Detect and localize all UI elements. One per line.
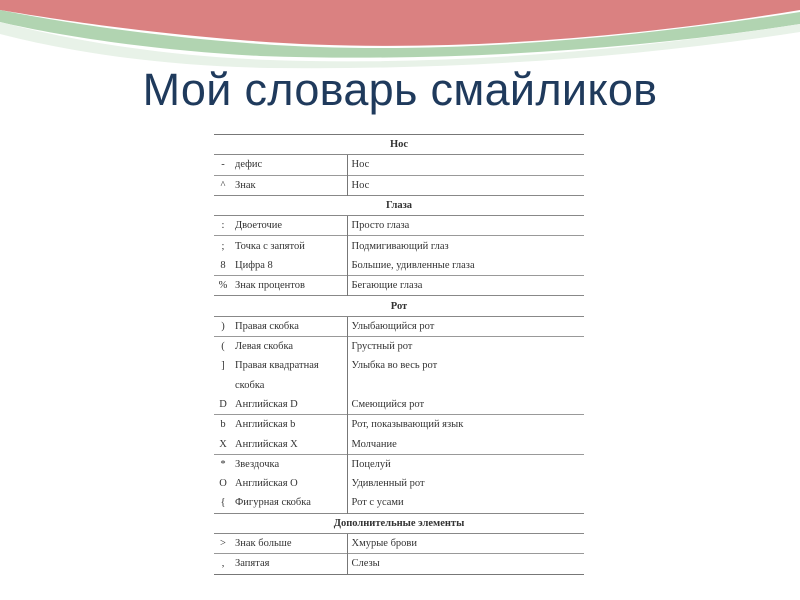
- meaning-cell: Нос: [347, 155, 584, 175]
- meaning-cell: Рот, показывающий язык: [347, 415, 584, 435]
- meaning-cell: Слезы: [347, 554, 584, 574]
- symbol-cell: ;: [214, 236, 232, 256]
- section-header-mouth: [214, 296, 584, 316]
- name-cell: дефис: [235, 159, 263, 171]
- table-row: [214, 316, 584, 336]
- table-row: [214, 236, 584, 256]
- table-row: [214, 216, 584, 236]
- name-cell: Точка с запятой: [232, 236, 347, 256]
- table-row: [214, 276, 584, 296]
- name-cell-continuation: скобка: [235, 379, 265, 391]
- section-heading: Глаза: [214, 195, 584, 215]
- symbol-cell: D: [219, 399, 227, 410]
- name-cell: Запятая: [232, 554, 347, 574]
- table-row: [214, 434, 584, 454]
- section-heading: Нос: [214, 135, 584, 155]
- table-row: [214, 356, 584, 375]
- symbol-cell: -: [221, 159, 225, 171]
- smiley-dictionary-table: [214, 134, 584, 575]
- name-cell: Знак: [232, 175, 347, 195]
- table-row: [214, 533, 584, 553]
- symbol-cell: O: [219, 478, 227, 490]
- meaning-cell: Улыбка во весь рот: [347, 356, 584, 375]
- meaning-cell: Просто глаза: [347, 216, 584, 236]
- meaning-cell: Нос: [347, 175, 584, 195]
- header-wave-decoration: [0, 0, 800, 70]
- section-heading: Рот: [214, 296, 584, 316]
- name-cell: Звездочка: [232, 454, 347, 474]
- name-cell: Английская O: [235, 478, 298, 490]
- section-header-eyes: [214, 195, 584, 215]
- table-row: [214, 474, 584, 493]
- symbol-cell: ,: [214, 554, 232, 574]
- meaning-cell-empty: [347, 376, 584, 395]
- name-cell: Правая скобка: [235, 320, 299, 332]
- name-line: [235, 356, 344, 375]
- symbol-cell: ): [221, 320, 225, 332]
- table-row: [214, 336, 584, 356]
- table-row: [214, 155, 584, 175]
- table-row: [214, 395, 584, 415]
- meaning-cell: Молчание: [347, 434, 584, 454]
- symbol-cell-empty: [214, 376, 232, 395]
- name-word: Правая квадратная: [235, 360, 319, 372]
- table-row: [214, 493, 584, 513]
- symbol-cell: :: [221, 220, 225, 232]
- slide-title: Мой словарь смайликов: [142, 64, 658, 115]
- symbol-cell: (: [214, 336, 232, 356]
- meaning-cell: Смеющийся рот: [347, 395, 584, 415]
- symbol-cell: {: [220, 497, 226, 509]
- symbol-cell: %: [214, 276, 232, 296]
- name-cell: Английская D: [235, 399, 298, 410]
- symbol-cell: X: [219, 438, 227, 450]
- table-row: [214, 256, 584, 276]
- symbol-cell: >: [220, 538, 226, 550]
- table-row: [214, 454, 584, 474]
- name-cell: Двоеточие: [235, 220, 283, 232]
- name-cell: Знак процентов: [232, 276, 347, 296]
- meaning-cell: Рот с усами: [347, 493, 584, 513]
- name-cell: Фигурная скобка: [235, 497, 311, 509]
- symbol-cell: ]: [221, 360, 225, 372]
- section-header-extra: [214, 513, 584, 533]
- meaning-cell: Улыбающийся рот: [347, 316, 584, 336]
- name-cell: [232, 356, 347, 375]
- meaning-cell: Удивленный рот: [347, 474, 584, 493]
- table-row-continuation: [214, 376, 584, 395]
- name-cell: Цифра 8: [235, 259, 273, 271]
- meaning-cell: Большие, удивленные глаза: [347, 256, 584, 276]
- meaning-cell: Грустный рот: [347, 336, 584, 356]
- symbol-cell: ^: [214, 175, 232, 195]
- name-cell: Левая скобка: [232, 336, 347, 356]
- table-row: [214, 415, 584, 435]
- table-row: [214, 175, 584, 195]
- section-heading: Дополнительные элементы: [214, 513, 584, 533]
- symbol-cell: *: [214, 454, 232, 474]
- meaning-cell: Поцелуй: [347, 454, 584, 474]
- table-row: [214, 554, 584, 574]
- name-cell: Английская X: [235, 438, 298, 450]
- meaning-cell: Бегающие глаза: [347, 276, 584, 296]
- symbol-cell: b: [214, 415, 232, 435]
- meaning-cell: Хмурые брови: [347, 533, 584, 553]
- section-header-nose: [214, 135, 584, 155]
- name-cell: Английская b: [232, 415, 347, 435]
- meaning-cell: Подмигивающий глаз: [347, 236, 584, 256]
- symbol-cell: 8: [220, 259, 226, 271]
- name-cell: Знак больше: [235, 538, 292, 550]
